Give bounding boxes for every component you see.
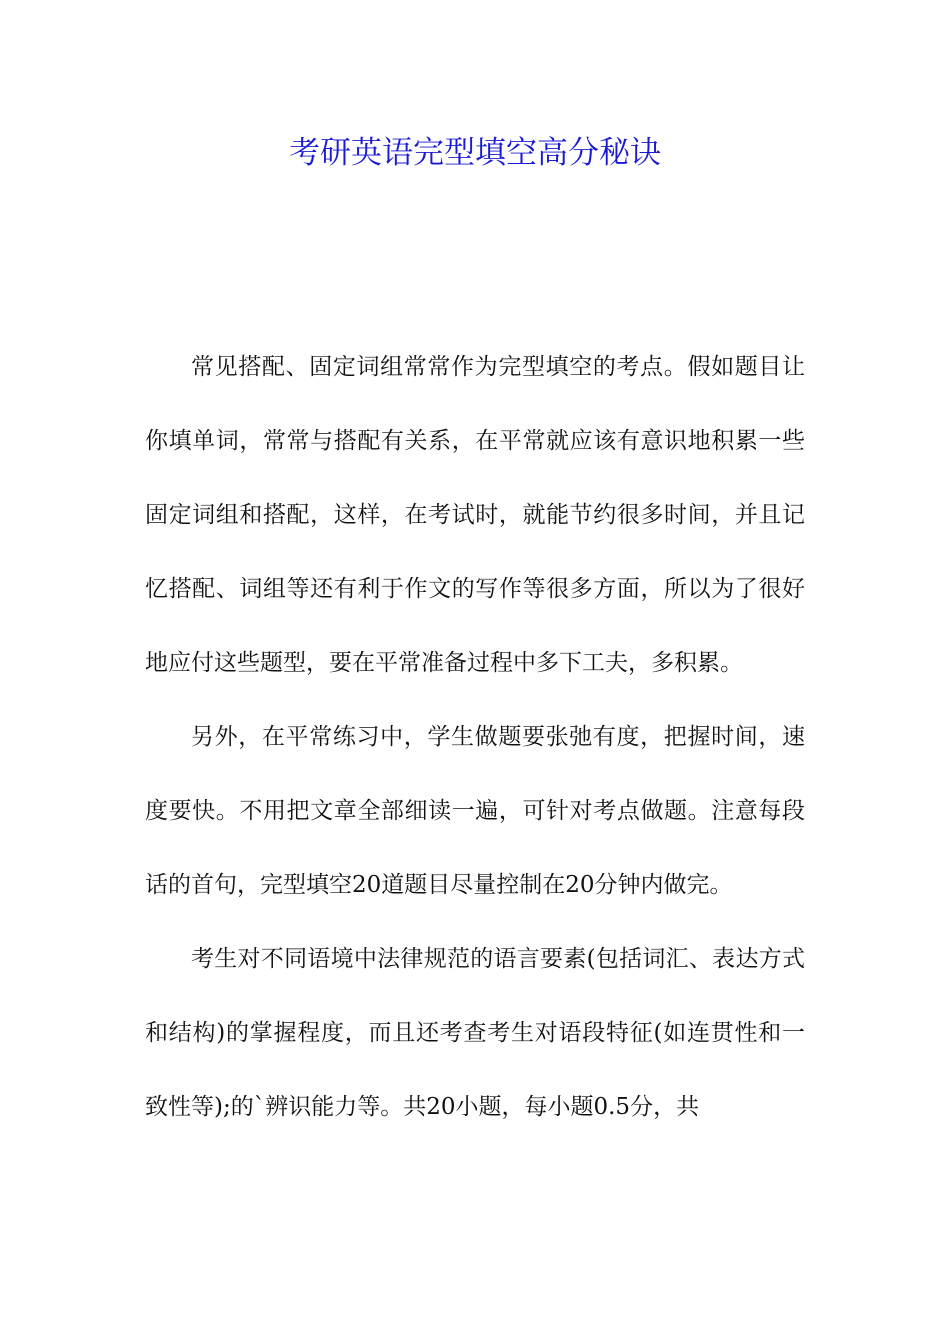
paragraph-exam-content: 考生对不同语境中法律规范的语言要素(包括词汇、表达方式和结构)的掌握程度，而且还考查考生对语段特征(如连贯性和一致性等);的`辨识能力等。共20小题，每小题0.5分，共: [145, 946, 805, 1120]
paragraph-collocations: 常见搭配、固定词组常常作为完型填空的考点。假如题目让你填单词，常常与搭配有关系，在平常就应该有意识地积累一些固定词组和搭配，这样，在考试时，就能节约很多时间，并且记忆搭配、词组等还有利于作文的写作等很多方面，所以为了很好地应付这些题型，要在平常准备过程中多下工夫，多积累。: [145, 354, 805, 676]
document-title: 考研英语完型填空高分秘诀: [289, 135, 661, 171]
document-body: [145, 330, 805, 1144]
paragraph-time-management: 另外，在平常练习中，学生做题要张弛有度，把握时间，速度要快。不用把文章全部细读一遍，可针对考点做题。注意每段话的首句，完型填空20道题目尽量控制在20分钟内做完。: [145, 724, 805, 898]
